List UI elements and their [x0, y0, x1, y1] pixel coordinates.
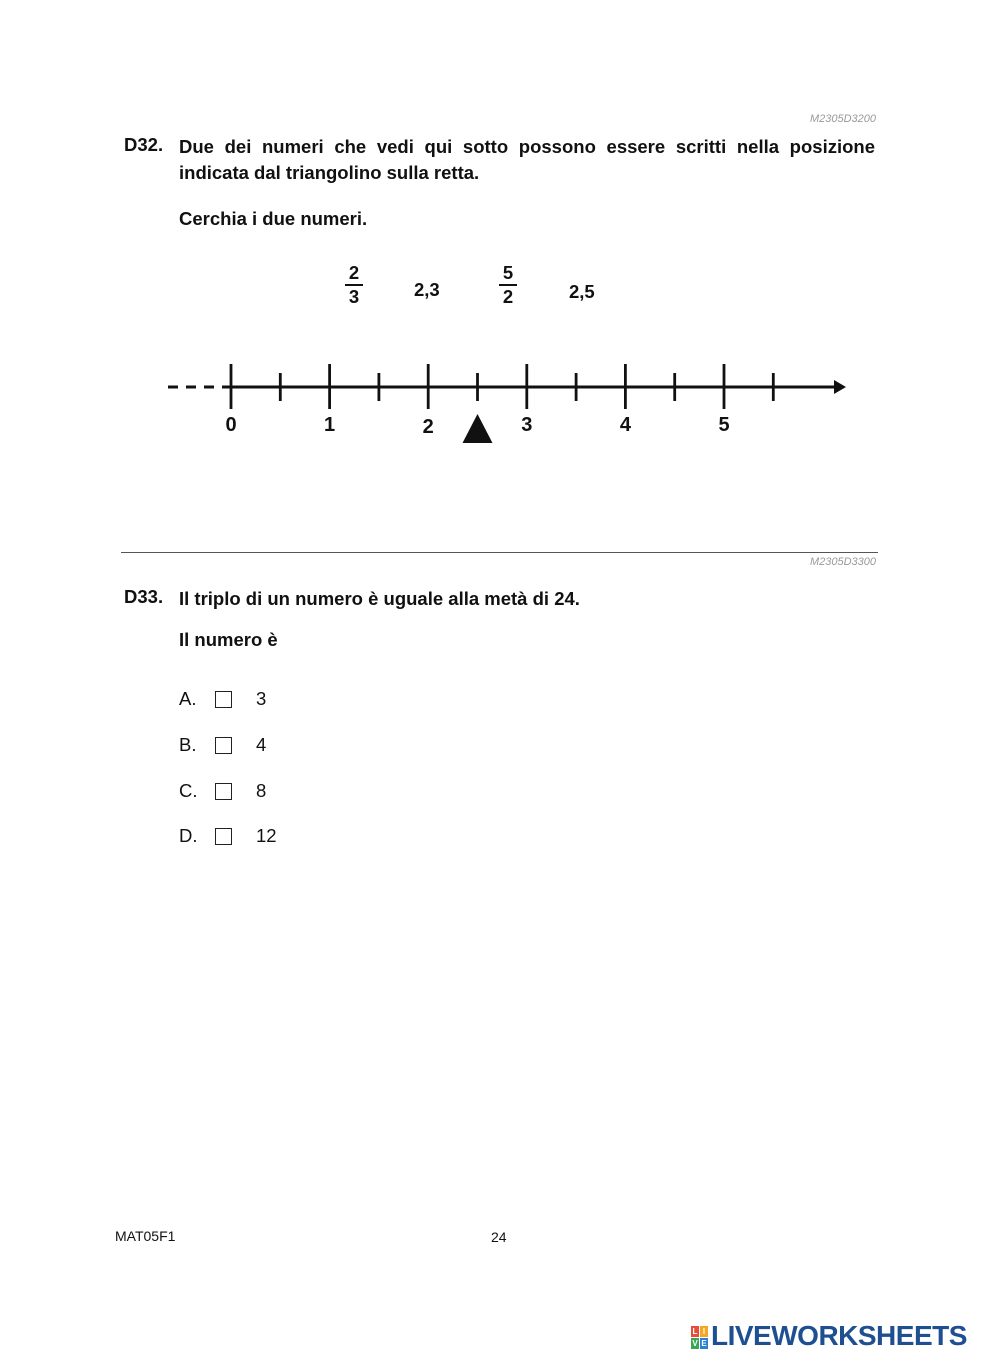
prompt-d33: Il numero è: [179, 629, 278, 650]
option-c-checkbox[interactable]: [215, 783, 232, 800]
fraction-denominator: 2: [502, 286, 514, 307]
candidate-fraction-2-3[interactable]: [340, 262, 368, 308]
fraction-numerator: 5: [502, 262, 514, 283]
number-line-label: 3: [521, 414, 533, 436]
option-b-checkbox[interactable]: [215, 737, 232, 754]
option-value: 12: [256, 825, 277, 846]
option-letter: A.: [179, 688, 197, 709]
footer-code: MAT05F1: [115, 1228, 176, 1244]
option-a-checkbox[interactable]: [215, 691, 232, 708]
option-value: 8: [256, 780, 267, 801]
number-line-label: 1: [324, 414, 336, 436]
liveworksheets-brand: LIVEWORKSHEETS: [711, 1320, 967, 1351]
question-text-d33: Il triplo di un numero è uguale alla metà di 24.: [179, 588, 580, 609]
question-text-d32: Due dei numeri che vedi qui sotto possono essere scritti nella posizione indicata dal triangolino sulla retta.: [179, 136, 875, 183]
number-line-label: 5: [718, 414, 730, 436]
question-code-d33: M2305D3300: [809, 556, 876, 568]
question-number-d33: D33.: [124, 586, 164, 607]
question-separator: [121, 552, 878, 553]
option-letter: B.: [179, 734, 197, 755]
number-line-label: 4: [619, 414, 631, 436]
fraction-numerator: 2: [348, 262, 360, 283]
option-value: 4: [256, 734, 267, 755]
fraction-denominator: 3: [348, 286, 360, 307]
candidate-decimal-2-3[interactable]: 2,3: [414, 279, 440, 300]
number-line-marker-triangle: [463, 414, 493, 443]
option-d-checkbox[interactable]: [215, 828, 232, 845]
number-line: [0, 350, 999, 460]
question-number-d32: D32.: [124, 134, 164, 155]
option-value: 3: [256, 688, 267, 709]
number-line-label: 0: [225, 414, 237, 436]
candidate-fraction-5-2[interactable]: [494, 262, 522, 308]
option-letter: C.: [179, 780, 198, 801]
number-line-arrowhead: [834, 380, 846, 394]
page-number: 24: [491, 1229, 507, 1245]
instruction-d32: Cerchia i due numeri.: [179, 208, 368, 229]
number-line-label: 2: [422, 416, 434, 438]
candidate-decimal-2-5[interactable]: 2,5: [569, 281, 595, 302]
liveworksheets-logo-icon: L I V E: [692, 1327, 707, 1348]
option-letter: D.: [179, 825, 198, 846]
question-code-d32: M2305D3200: [809, 113, 876, 125]
